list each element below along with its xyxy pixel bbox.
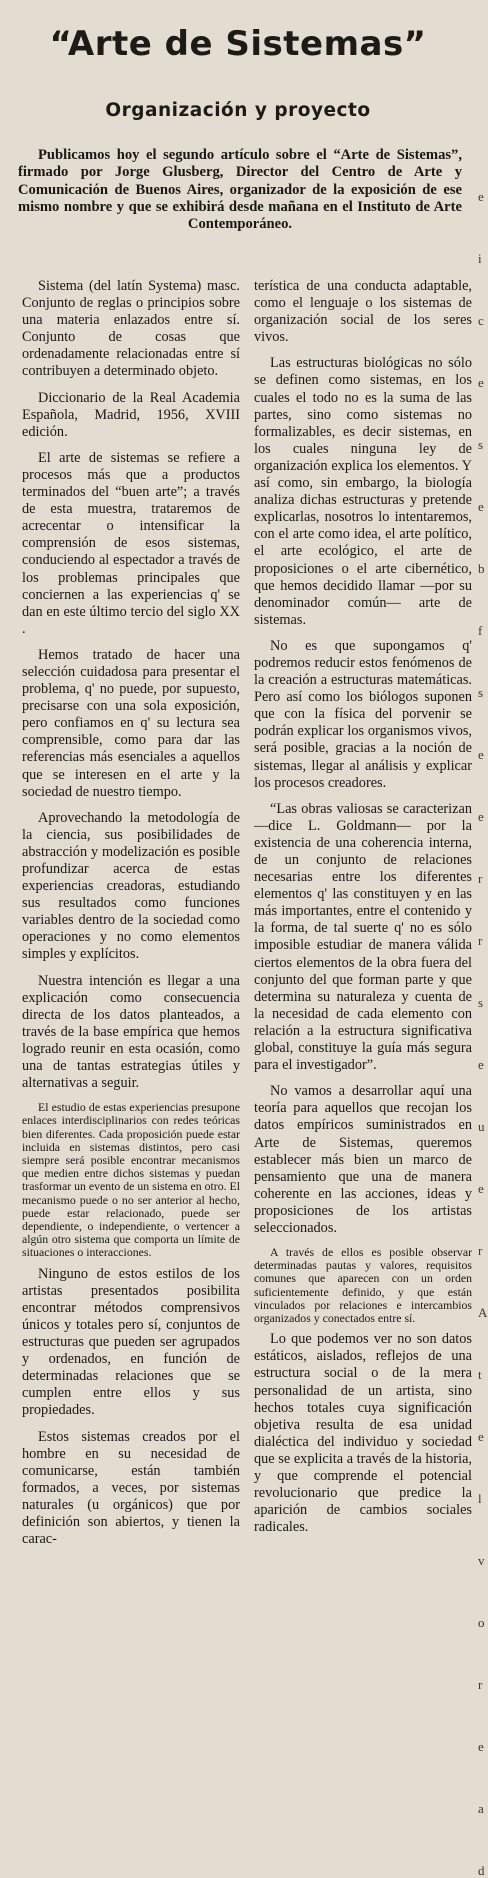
edge-glyph: e — [478, 1057, 484, 1072]
edge-glyph: A — [478, 1305, 488, 1320]
edge-glyph: s — [478, 995, 484, 1010]
body-paragraph: Sistema (del latín Systema) masc. Conjunto de reglas o principios sobre una materia enlazados entre sí. Conjunto de cosas que ordenadamente relacionadas entre sí contribuyen a determinado objeto. — [22, 278, 240, 380]
body-paragraph: Aprovechando la metodología de la ciencia, sus posibilidades de abstracción y modelización es posible profundizar acerca de estas experiencias creadoras, estudiando sus resultados como funciones variables dentro de la sociedad como operaciones y no como elementos simples y explícitos. — [22, 809, 240, 963]
edge-glyph: t — [478, 1367, 482, 1382]
body-paragraph: “Las obras valiosas se caracterizan —dice L. Goldmann— por la existencia de una coherencia interna, de un conjunto de relaciones necesarias entre los diferentes elementos q' las constituyen y en las más importantes, entre el contenido y la forma, de tal suerte q' no es sólo imposible estudiar de manera válida ciertos elementos de la obra fuera del conjunto del que forman parte y que determina su naturaleza y cuenta de la necesidad de cada elemento con relación a la estructura significativa global, constituye la guía más segura para el investigador”. — [254, 800, 472, 1074]
edge-glyph: o — [478, 1615, 485, 1630]
edge-glyph: e — [478, 1429, 484, 1444]
edge-glyph: v — [478, 1553, 485, 1568]
body-paragraph: Las estructuras biológicas no sólo se definen como sistemas, en los cuales el todo no es la suma de las partes, sino como sistemas no formalizables, es decir sistemas, en los cuales ninguna ley de organización explica los elementos. Y así como, sin embargo, la biología analiza dichas estructuras y pretende explicarlas, nosotros lo intentaremos, con el arte como idea, el arte político, el arte ecológico, el arte de proposiciones o el arte cibernético, que hemos decidido llamar —por su denominador común— arte de sistemas. — [254, 355, 472, 628]
article-subtitle: Organización y proyecto — [105, 100, 371, 121]
edge-glyph: e — [478, 1739, 484, 1754]
article-lead: Publicamos hoy el segundo artículo sobre el “Arte de Sistemas”, firmado por Jorge Glusberg, Director del Centro de Arte y Comunicación de Buenos Aires, organizador de la exposición de ese mismo nombre y que se exhibirá desde mañana en el Instituto de Arte Contemporáneo. — [18, 147, 462, 233]
body-paragraph: Hemos tratado de hacer una selección cuidadosa para presentar el problema, q' no puede, por supuesto, precisarse con una sola exposición, pero confiamos en q' su lectura sea comprensible, como para dar las referencias más esenciales a aquellos que se interesen en el arte y la sociedad de nuestro tiempo. — [22, 646, 240, 800]
edge-glyph: d — [478, 1863, 485, 1878]
edge-glyph: u — [478, 1119, 485, 1134]
edge-glyph: b — [478, 561, 485, 576]
body-paragraph: Diccionario de la Real Academia Española, Madrid, 1956, XVIII edición. — [22, 389, 240, 440]
edge-glyph: l — [478, 1491, 482, 1506]
edge-glyph: e — [478, 375, 484, 390]
body-paragraph: terística de una conducta adaptable, como el lenguaje o los sistemas de organización social de los seres vivos. — [254, 278, 472, 346]
edge-glyph: e — [478, 189, 484, 204]
body-paragraph: Nuestra intención es llegar a una explicación como consecuencia directa de los datos planteados, a través de la base empírica que hemos logrado reunir en esta ocasión, como una de tantas estrategias útiles y alternativas a seguir. — [22, 972, 240, 1092]
edge-glyph: e — [478, 809, 484, 824]
body-paragraph: A través de ellos es posible observar determinadas pautas y valores, requisitos comunes que aparecen con un orden suficientemente definido, y que están vinculados por relaciones e intercambios organizados y conectados entre sí. — [254, 1245, 472, 1326]
body-paragraph: Estos sistemas creados por el hombre en su necesidad de comunicarse, están también formados, a veces, por sistemas naturales (u orgánicos) que por definición son abiertos, y tienen la carac- — [22, 1428, 240, 1548]
body-paragraph: No es que supongamos q' podremos reducir estos fenómenos de la creación a estructuras matemáticas. Pero así como los biólogos suponen que con la física del porvenir se podrán explicar los organismos vivos, será posible, gracias a la noción de sistemas, llegar al análisis y explicar los procesos creadores. — [254, 637, 472, 791]
edge-glyph: f — [478, 623, 483, 638]
edge-glyph: e — [478, 499, 484, 514]
edge-glyph: r — [478, 1677, 483, 1692]
body-paragraph: El estudio de estas experiencias presupone enlaces interdisciplinarios con redes teóricas bien diferentes. Cada proposición puede estar incluida en sistemas distintos, pero casi siempre será posible encontrar mecanismos que medien entre dichos sistemas y puedan trasformar un evento de un sistema en otro. El mecanismo puede o no ser anterior al hecho, puede estar relacionado, puede ser dependiente, o independiente, o vertencer a algún otro sistema que comporta un límite de situaciones o interacciones. — [22, 1100, 240, 1260]
body-paragraph: No vamos a desarrollar aquí una teoría para aquellos que recojan los datos empíricos suministrados en Arte de Sistemas, queremos establecer más bien un marco de pensamiento que una de manera coherente en las acciones, ideas y proposiciones de los artistas seleccionados. — [254, 1083, 472, 1236]
body-paragraph: El arte de sistemas se refiere a procesos más que a productos terminados del “buen arte”; a través de esta muestra, trataremos de acrecentar o intensificar la comprensión de esos sistemas, conduciendo al espectador a través de los problemas principales que conciernen a las experiencias q' se dan en este último tercio del siglo XX . — [22, 449, 240, 637]
edge-glyph: s — [478, 685, 484, 700]
article-title: “Arte de Sistemas” — [49, 24, 427, 64]
adjacent-column-edge — [476, 0, 488, 1878]
right-column — [254, 278, 472, 1826]
body-paragraph: Lo que podemos ver no son datos estáticos, aislados, reflejos de una estructura social o de la mera personalidad de un artista, sino hechos totales cuya significación objetiva resulta de esa unidad dialéctica del individuo y sociedad que se explicita a través de la historia, y que comprende el potencial revolucionario que predice la aparición de cambios sociales radicales. — [254, 1331, 472, 1536]
edge-glyph: e — [478, 1181, 484, 1196]
edge-glyph: r — [478, 1243, 483, 1258]
edge-glyph: i — [478, 251, 482, 266]
edge-glyph: e — [478, 747, 484, 762]
edge-glyph: a — [478, 1801, 484, 1816]
edge-glyph: r — [478, 871, 483, 886]
body-paragraph: Ninguno de estos estilos de los artistas presentados posibilita encontrar métodos comprensivos únicos y totales pero sí, conjuntos de estructuras que pueden ser agrupados y ordenados, en función de determinadas relaciones que se cumplen entre ellos y sus propiedades. — [22, 1265, 240, 1419]
edge-glyph: c — [478, 313, 484, 328]
article-body — [14, 278, 474, 1826]
edge-glyph: r — [478, 933, 483, 948]
edge-glyph: s — [478, 437, 484, 452]
left-column — [22, 278, 240, 1826]
